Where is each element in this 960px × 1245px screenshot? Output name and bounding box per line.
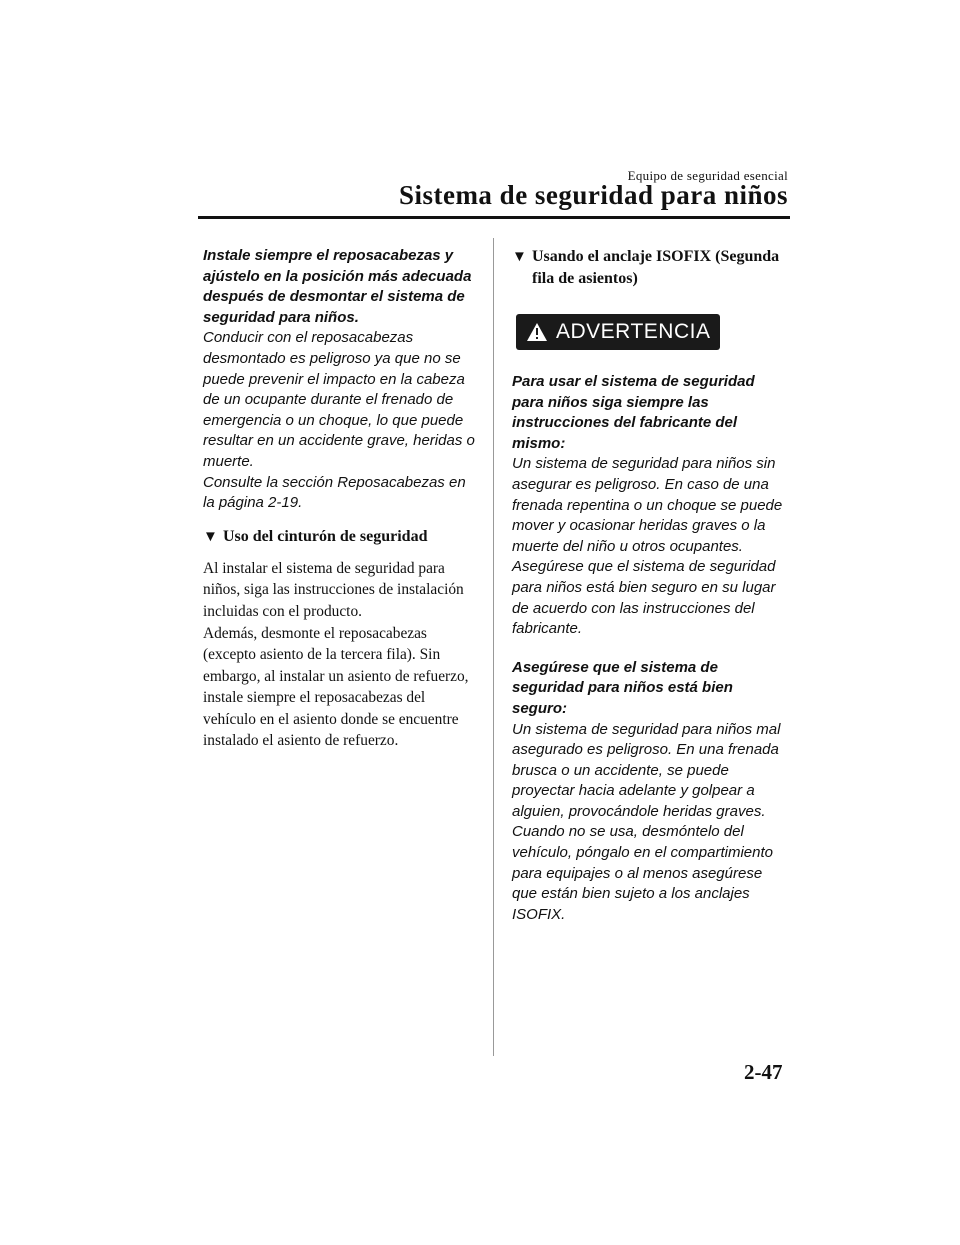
headrest-warning	[203, 246, 475, 514]
triangle-bullet-icon: ▼	[512, 249, 527, 265]
warning-bold-text: Para usar el sistema de seguridad para niños siga siempre las instrucciones del fabricante del mismo:	[512, 373, 755, 452]
page-title: Sistema de seguridad para niños	[398, 180, 788, 210]
triangle-bullet-icon: ▼	[203, 528, 218, 545]
warning-body-text: Conducir con el reposacabezas desmontado es peligroso ya que no se puede prevenir el impacto en la cabeza de un ocupante durante el frenado de emergencia o un choque, lo que puede resultar en un accidente grave, heridas o muerte.	[203, 329, 475, 470]
seatbelt-body	[203, 558, 475, 752]
section-heading-isofix	[512, 246, 790, 290]
warning-bold-text: Instale siempre el reposacabezas y ajústelo en la posición más adecuada después de desmontar el sistema de seguridad para niños.	[203, 247, 472, 326]
warning-body-text: Un sistema de seguridad para niños sin asegurar es peligroso. En caso de una frenada repentina o un choque se puede mover y ocasionar heridas graves o la muerte del niño u otros ocupantes. Asegúrese que el sistema de seguridad para niños está bien seguro en su lugar de acuerdo con las instrucciones del fabricante.	[512, 455, 783, 638]
body-paragraph: Al instalar el sistema de seguridad para niños, siga las instrucciones de instalación incluidas con el producto.	[203, 559, 464, 620]
warning-label: ADVERTENCIA	[556, 320, 711, 343]
warning-body-text: Un sistema de seguridad para niños mal asegurado es peligroso. En una frenada brusca o un accidente, se puede proyectar hacia adelante y golpear a alguien, provocándole heridas graves. Cuando no se usa, desmóntelo del vehículo, póngalo en el compartimiento para equipajes o al menos asegúrese que están bien sujeto a los anclajes ISOFIX.	[512, 720, 781, 923]
isofix-warning-1	[512, 372, 790, 640]
left-column	[203, 246, 475, 752]
page-number: 2-47	[744, 1060, 783, 1084]
warning-badge	[516, 314, 720, 350]
warning-triangle-icon	[526, 322, 548, 342]
body-paragraph: Además, desmonte el reposacabezas (excepto asiento de la tercera fila). Sin embargo, al instalar un asiento de refuerzo, instale siempre el reposacabezas del vehículo en el asiento donde se encuentre instalado el asiento de refuerzo.	[203, 624, 469, 750]
header-rule	[198, 216, 790, 219]
section-heading-seatbelt	[203, 526, 475, 548]
heading-text: Uso del cinturón de seguridad	[223, 527, 428, 545]
warning-reference-text: Consulte la sección Reposacabezas en la página 2-19.	[203, 473, 466, 512]
column-divider	[493, 238, 494, 1056]
heading-text: Usando el anclaje ISOFIX (Segunda fila de asientos)	[532, 248, 780, 287]
section-label: Equipo de seguridad esencial	[627, 168, 788, 183]
warning-bold-text: Asegúrese que el sistema de seguridad para niños está bien seguro:	[512, 658, 733, 717]
isofix-warning-2	[512, 658, 790, 926]
right-column	[512, 246, 790, 925]
